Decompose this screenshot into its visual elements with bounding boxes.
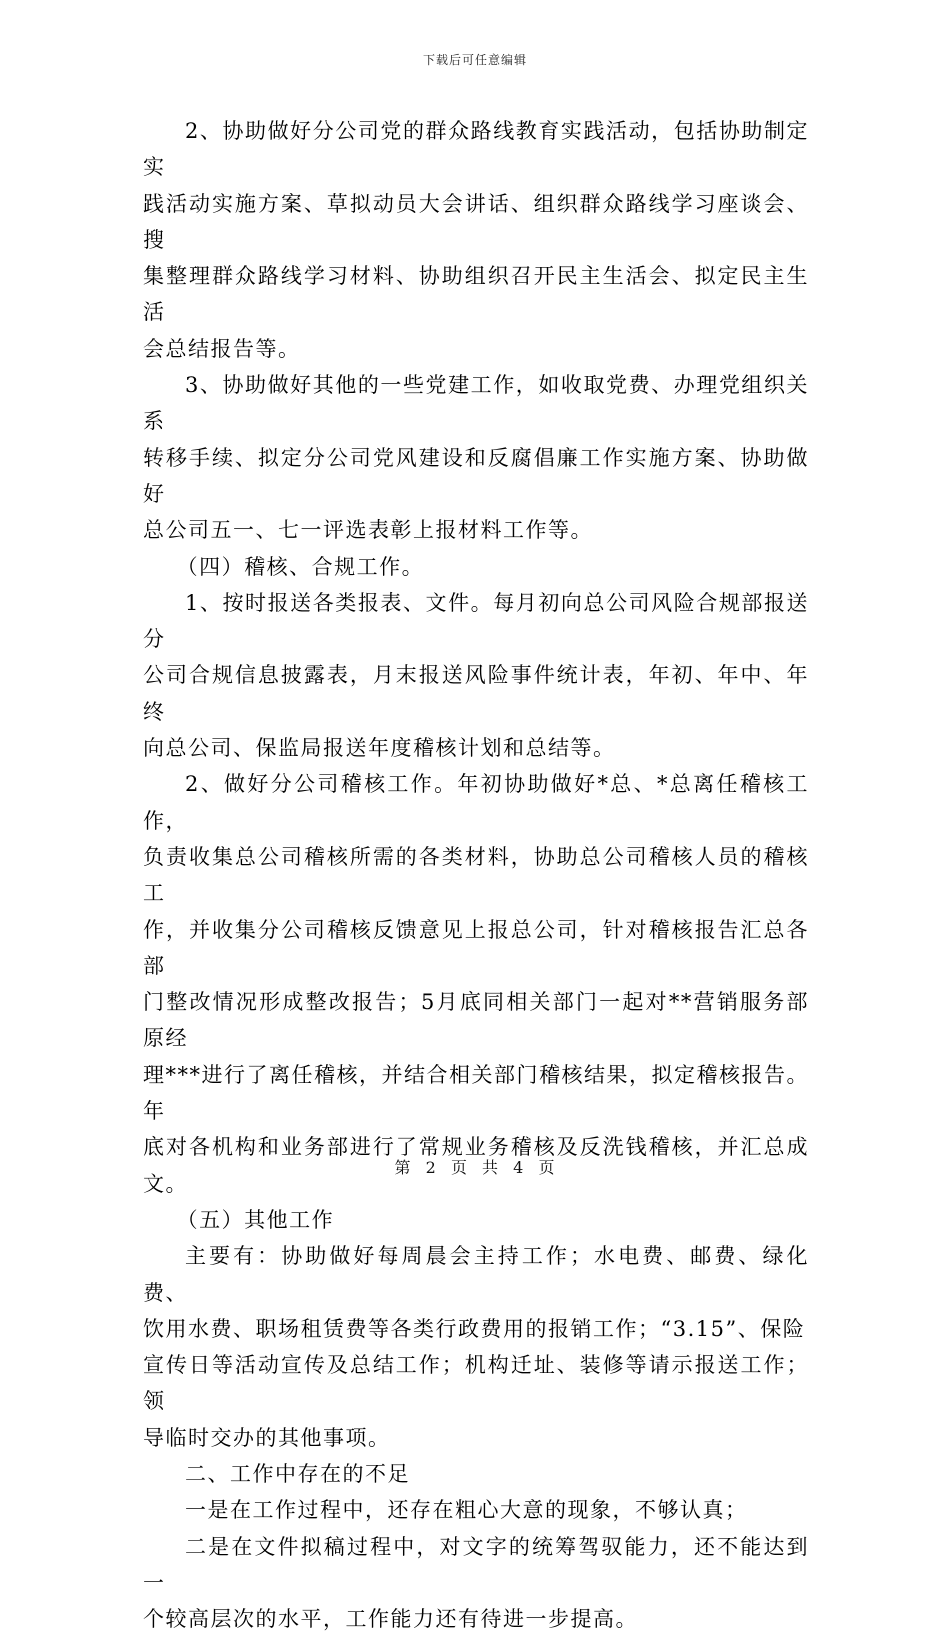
- paragraph-party-building-2: 3、协助做好其他的一些党建工作，如收取党费、办理党组织关系 转移手续、拟定分公司党风建设和反腐倡廉工作实施方案、协助做好 总公司五一、七一评选表彰上报材料工作等。: [143, 373, 809, 543]
- section-heading-shortcomings: 二、工作中存在的不足: [185, 1461, 410, 1486]
- page-label-prefix: 第: [394, 1158, 412, 1177]
- page-label-suffix: 页: [538, 1158, 556, 1177]
- section-heading-other-work: （五）其他工作: [176, 1207, 335, 1232]
- paragraph-party-building-1: 2、协助做好分公司党的群众路线教育实践活动，包括协助制定实 践活动实施方案、草拟动员大会讲话、组织群众路线学习座谈会、搜 集整理群众路线学习材料、协助组织召开民主生活会、拟定民主生活 会总结报告等。: [143, 119, 809, 361]
- page-current-number: 2: [425, 1158, 437, 1177]
- paragraph-audit-2: 2、做好分公司稽核工作。年初协助做好*总、*总离任稽核工作， 负责收集总公司稽核所需的各类材料，协助总公司稽核人员的稽核工 作，并收集分公司稽核反馈意见上报总公司，针对稽核报告汇总各部 门整改情况形成整改报告；5月底同相关部门一起对**营销服务部原经 理***进行了离任稽核，并结合相关部门稽核结果，拟定稽核报告。年 底对各机构和业务部进行了常规业务稽核及反洗钱稽核，并汇总成文。: [143, 772, 809, 1196]
- paragraph-shortcoming-1: 一是在工作过程中，还存在粗心大意的现象，不够认真；: [185, 1498, 748, 1523]
- section-heading-audit-compliance: （四）稽核、合规工作。: [176, 554, 425, 579]
- page-label-mid2: 共: [482, 1158, 500, 1177]
- page-label-mid1: 页: [450, 1158, 468, 1177]
- paragraph-audit-1: 1、按时报送各类报表、文件。每月初向总公司风险合规部报送分 公司合规信息披露表，月末报送风险事件统计表，年初、年中、年终 向总公司、保监局报送年度稽核计划和总结等。: [143, 590, 809, 761]
- page-header: 下载后可任意编辑: [422, 53, 527, 67]
- paragraph-shortcoming-2: 二是在文件拟稿过程中，对文字的统筹驾驭能力，还不能达到一 个较高层次的水平，工作能力还有待进一步提高。: [143, 1534, 809, 1632]
- document-body: [143, 113, 809, 1637]
- paragraph-other-work: 主要有：协助做好每周晨会主持工作；水电费、邮费、绿化费、 饮用水费、职场租赁费等各类行政费用的报销工作；“3.15”、保险 宣传日等活动宣传及总结工作；机构迁址、装修等请示报送工作；领 导临时交办的其他事项。: [143, 1244, 809, 1450]
- page-total-number: 4: [513, 1158, 525, 1177]
- page-footer: [0, 1155, 950, 1178]
